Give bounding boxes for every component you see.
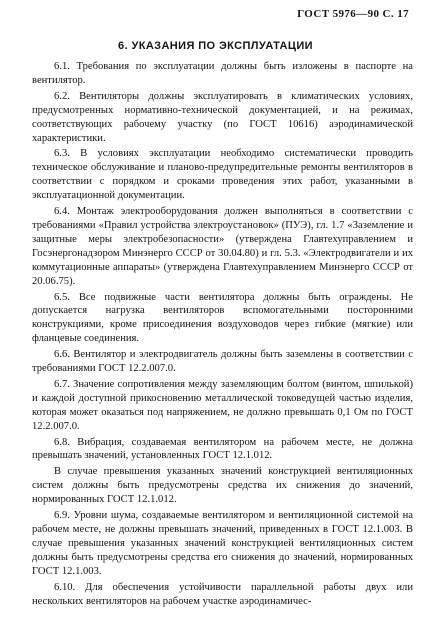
section-body [32,60,413,610]
section-title: 6. УКАЗАНИЯ ПО ЭКСПЛУАТАЦИИ [118,40,313,52]
paragraph-6-7: 6.7. Значение сопротивления между заземляющим болтом (винтом, шпилькой) и каждой доступной прикосновению металлической токоведущей частью изделия, которая может оказаться под напряжением, не должно превышать 0,1 Ом по ГОСТ 12.2.007.0. [32,378,413,432]
paragraph-6-8: 6.8. Вибрация, создаваемая вентилятором на рабочем месте, не должна превышать значений, установленных ГОСТ 12.1.012. [32,436,413,462]
paragraph-6-4: 6.4. Монтаж электрооборудования должен выполняться в соответствии с требованиями «Правил устройства электроустановок» (ПУЭ), гл. 1.7 «Заземление и защитные меры электробезопасности» (утверждена Главтехуправлением и Госэнергонадзором Минэнерго СССР от 30.04.80) и гл. 5.3. «Электродвигатели и их коммутационные аппараты» (утверждена Главтехуправлением Минэнерго СССР от 20.06.75). [32,206,413,287]
paragraph-6-10: 6.10. Для обеспечения устойчивости параллельной работы двух или нескольких вентиляторов на рабочем участке аэродинамичес- [32,581,413,607]
paragraph-6-2: 6.2. Вентиляторы должны эксплуатировать в климатических условиях, предусмотренных нормативно-технической документацией, и на режимах, соответствующих рабочему участку (по ГОСТ 10616) аэродинамической характеристики. [32,90,413,144]
paragraph-6-1: 6.1. Требования по эксплуатации должны быть изложены в паспорте на вентилятор. [32,61,413,86]
page-header: ГОСТ 5976—90 С. 17 [297,8,409,20]
paragraph-6-9: 6.9. Уровни шума, создаваемые вентилятором и вентиляционной системой на рабочем месте, не должны превышать значений, приведенных в ГОСТ 12.1.003. В случае превышения указанных значений конструкцией вентиляционных систем должны быть предусмотрены средства его снижения до значений, нормированных ГОСТ 12.1.003. [32,510,413,577]
paragraph-6-6: 6.6. Вентилятор и электродвигатель должны быть заземлены в соответствии с требованиями ГОСТ 12.2.007.0. [32,349,413,375]
paragraph-6-5: 6.5. Все подвижные части вентилятора должны быть ограждены. Не допускается нагрузка вентиляторов вспомогательными посторонними конструкциями, кроме присоединения воздуховодов через гибкие (мягкие) или фланцевые соединения. [32,291,413,345]
paragraph-6-3: 6.3. В условиях эксплуатации необходимо систематически проводить техническое обслуживание и планово-предупредительные ремонты вентиляторов в соответствии с порядком и сроками проведения этих работ, указанными в эксплуатационной документации. [32,148,413,202]
paragraph-6-8-continued: В случае превышения указанных значений конструкцией вентиляционных систем должны быть предусмотрены средства их снижения до значений, нормированных ГОСТ 12.1.012. [32,466,413,506]
